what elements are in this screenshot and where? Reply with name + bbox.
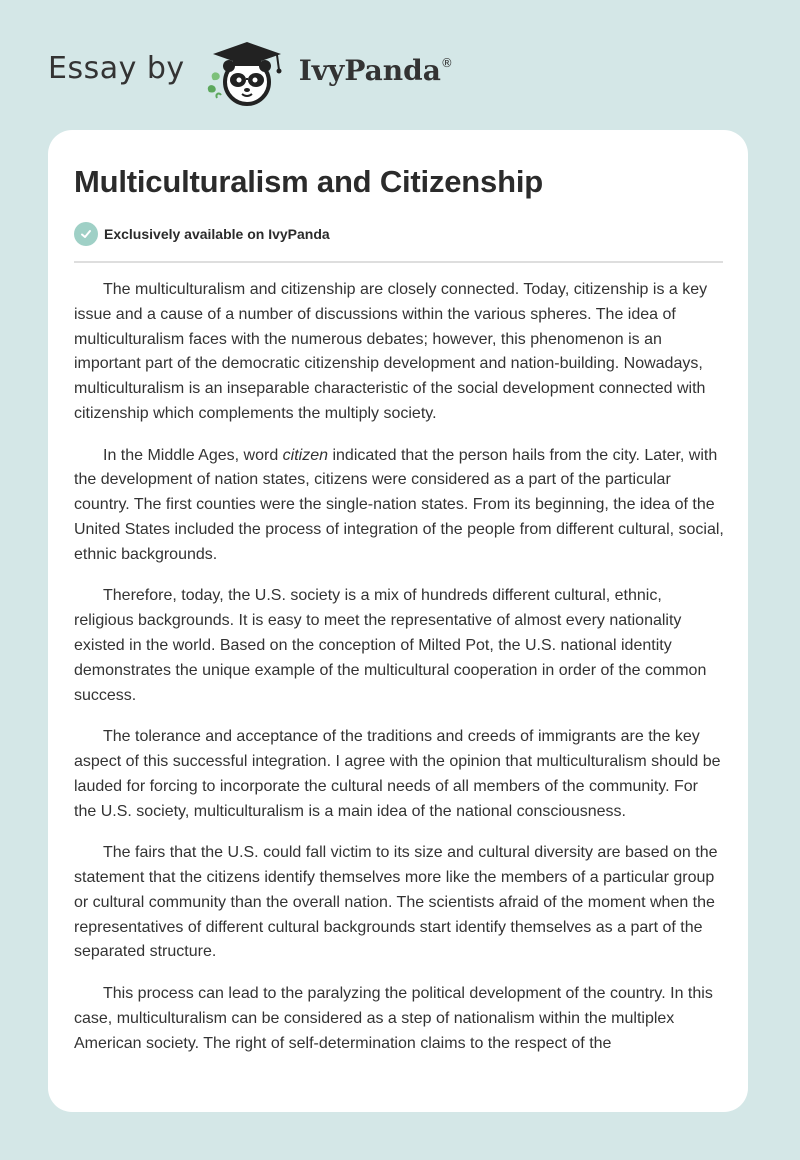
emphasized-term: citizen	[282, 446, 329, 464]
page-title: Multiculturalism and Citizenship	[74, 164, 543, 199]
paragraph: This process can lead to the paralyzing the political development of the country. In this case, multiculturalism can be considered as a step of nationalism within the multiplex American society. The right of self-determination claims to the respect of the	[74, 984, 713, 1052]
essay-card	[48, 130, 748, 1112]
essay-body	[74, 278, 724, 1073]
paragraph: The fairs that the U.S. could fall victim to its size and cultural diversity are based on the statement that the citizens identify themselves more like the members of a particular group or cultural community than the overall nation. The scientists afraid of the moment when the representatives of different cultural backgrounds start identify themselves as a part of the separated structure.	[74, 844, 718, 961]
panda-mascot-icon	[199, 36, 295, 108]
divider	[74, 261, 723, 263]
exclusive-badge	[74, 222, 330, 246]
paragraph: The multiculturalism and citizenship are closely connected. Today, citizenship is a key issue and a cause of a number of discussions within the various spheres. The idea of multiculturalism faces with the numerous debates; however, this phenomenon is an important part of the democratic citizenship development and nation-building. Nowadays, multiculturalism is an inseparable characteristic of the social development connected with citizenship which complements the multiply society.	[74, 281, 708, 422]
brand-logo[interactable]	[48, 36, 453, 108]
paragraph: The tolerance and acceptance of the traditions and creeds of immigrants are the key aspect of this successful integration. I agree with the opinion that multiculturalism should be lauded for forcing to incorporate the cultural needs of all members of the community. For the U.S. society, multiculturalism is a main idea of the national consciousness.	[74, 728, 721, 820]
brand-name: IvyPanda®	[298, 53, 453, 87]
brand-prefix: Essay by	[48, 50, 185, 86]
paragraph: Therefore, today, the U.S. society is a mix of hundreds different cultural, ethnic, religious backgrounds. It is easy to meet the representative of almost every nationality existed in the world. Based on the conception of Milted Pot, the U.S. national identity demonstrates the unique example of the multicultural cooperation in order of the common success.	[74, 587, 707, 704]
exclusive-label: Exclusively available on IvyPanda	[104, 226, 330, 242]
paragraph: In the Middle Ages, word citizen indicated that the person hails from the city. Later, with the development of nation states, citizens were considered as a part of the particular country. The first counties were the single-nation states. From its beginning, the idea of the United States included the process of integration of the people from different cultural, social, ethnic backgrounds.	[74, 446, 724, 563]
check-circle-icon	[74, 222, 98, 246]
